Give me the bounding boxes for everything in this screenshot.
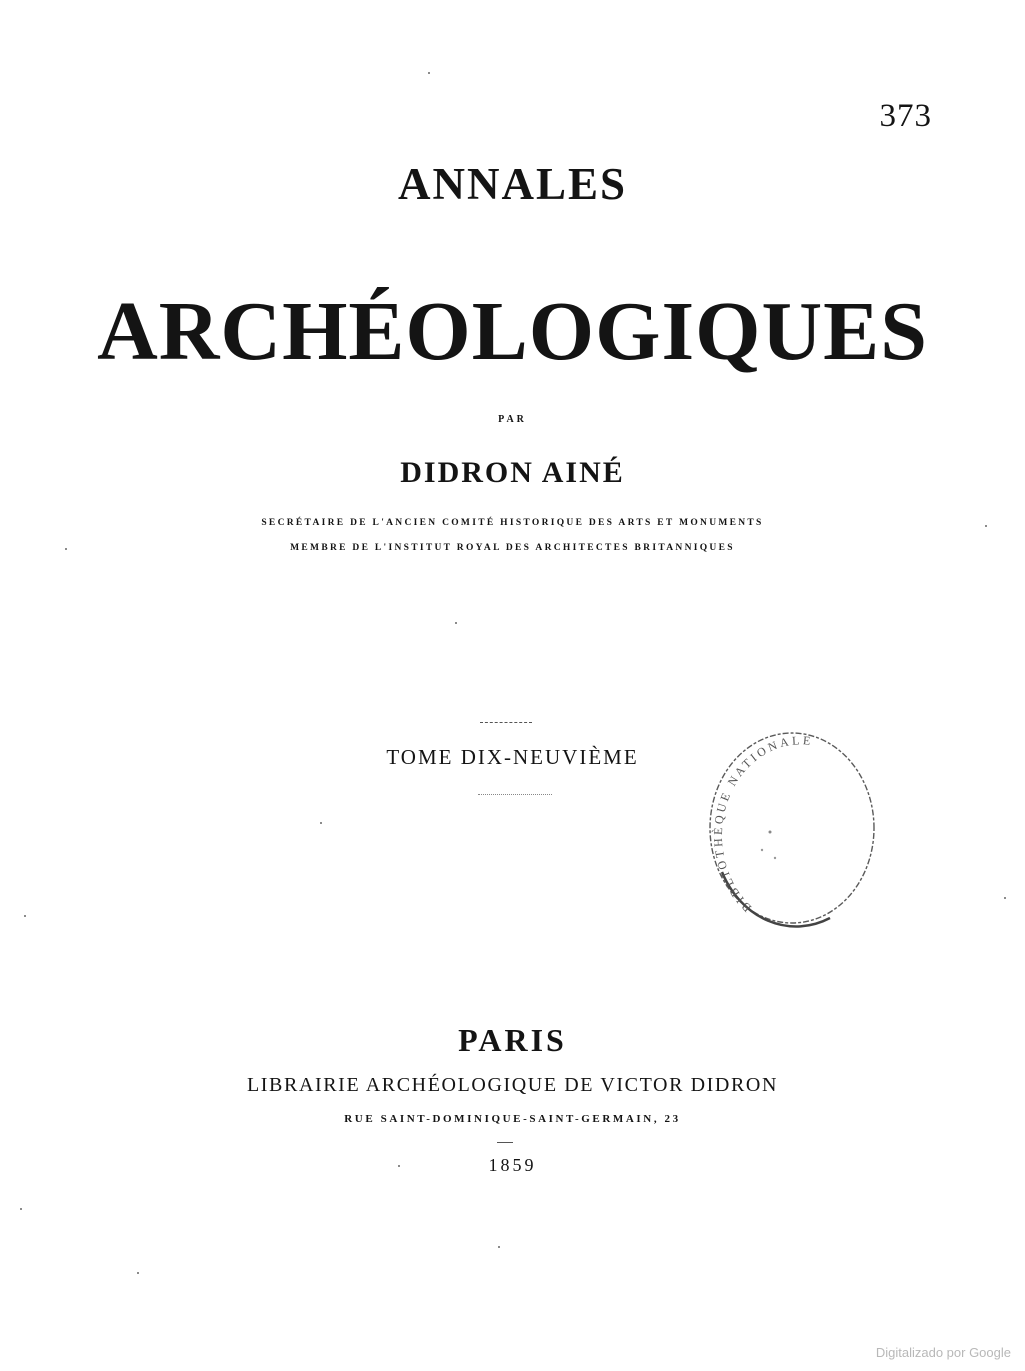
scan-speck	[428, 72, 430, 74]
scan-speck	[398, 1165, 400, 1167]
year-rule	[497, 1142, 513, 1143]
author-affiliation-2: MEMBRE DE L'INSTITUT ROYAL DES ARCHITECTES BRITANNIQUES	[290, 543, 735, 553]
imprint-year: 1859	[488, 1155, 537, 1175]
page-number: 373	[879, 98, 932, 134]
author-name: DIDRON AINÉ	[400, 456, 625, 489]
title-line-annales: ANNALES	[397, 159, 628, 209]
imprint-city: PARIS	[458, 1022, 567, 1058]
scan-speck	[985, 525, 987, 527]
volume-label: TOME DIX-NEUVIÈME	[386, 745, 639, 769]
library-stamp	[700, 722, 880, 932]
imprint-publisher: LIBRAIRIE ARCHÉOLOGIQUE DE VICTOR DIDRON	[246, 1074, 779, 1096]
google-watermark: Digitalizado por Google	[875, 1345, 1011, 1360]
scan-speck	[65, 548, 67, 550]
author-affiliation-1: SECRÉTAIRE DE L'ANCIEN COMITÉ HISTORIQUE DES ARTS ET MONUMENTS	[261, 518, 764, 528]
scan-speck	[20, 1208, 22, 1210]
scan-speck	[137, 1272, 139, 1274]
scan-speck	[24, 915, 26, 917]
imprint-address: RUE SAINT-DOMINIQUE-SAINT-GERMAIN, 23	[344, 1113, 681, 1125]
scan-speck	[498, 1246, 500, 1248]
scan-speck	[455, 622, 457, 624]
scan-speck	[1004, 897, 1006, 899]
title-line-archeologiques: ARCHÉOLOGIQUES	[97, 285, 928, 378]
divider-rule-top	[480, 722, 532, 723]
stamp-text: BIBLIOTHÈQUE NATIONALE	[710, 733, 814, 915]
divider-rule-bottom	[478, 794, 552, 795]
by-label: PAR	[498, 414, 527, 425]
scan-speck	[320, 822, 322, 824]
